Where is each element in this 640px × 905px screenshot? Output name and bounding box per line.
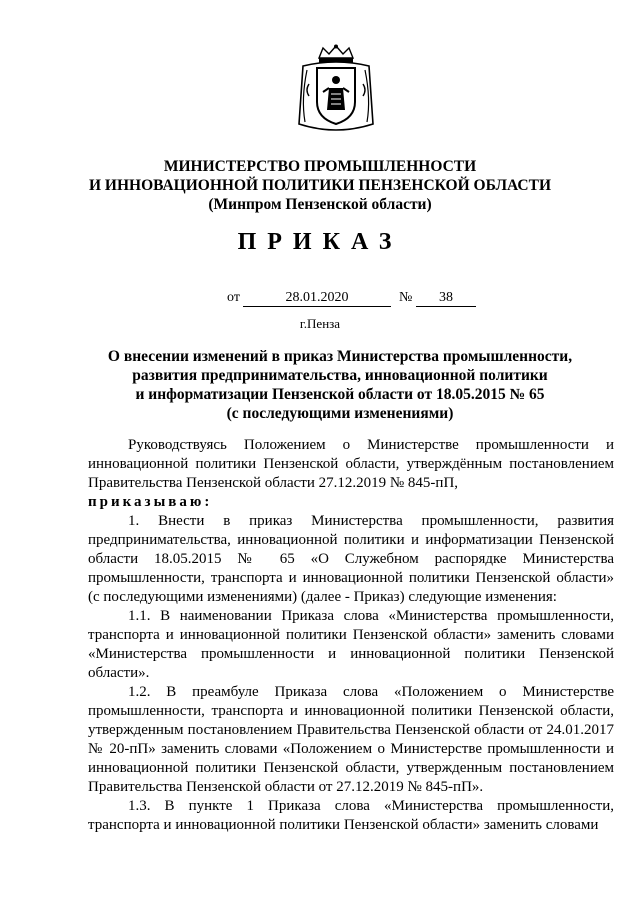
subject-line-3: и информатизации Пензенской области от 18.05.2015 № 65 xyxy=(135,386,545,403)
document-body xyxy=(88,436,614,835)
city-label: г.Пенза xyxy=(299,316,341,331)
document-subject xyxy=(80,347,600,423)
number-prefix: № xyxy=(399,290,413,305)
body-paragraph-item-1-1: 1.1. В наименовании Приказа слова «Министерства промышленности, транспорта и инновационной политики Пензенской области» заменить словами «Министерства промышленности и инновационной политики Пензенской области». xyxy=(88,608,614,681)
ministry-name-line-2: И ИННОВАЦИОННОЙ ПОЛИТИКИ ПЕНЗЕНСКОЙ ОБЛАСТИ xyxy=(88,177,552,194)
ministry-name-line-1: МИНИСТЕРСТВО ПРОМЫШЛЕННОСТИ xyxy=(163,158,477,175)
document-date: 28.01.2020 xyxy=(243,290,391,307)
document-number: 38 xyxy=(416,290,476,307)
body-paragraph-preamble: Руководствуясь Положением о Министерстве промышленности и инновационной политики Пензенской области, утверждённым постановлением Правительства Пензенской области 27.12.2019 № 845-пП, xyxy=(88,437,614,491)
coat-of-arms-emblem xyxy=(293,44,379,134)
body-paragraph-item-1: 1. Внести в приказ Министерства промышленности, развития предпринимательства, инновационной политики и информатизации Пензенской области 18.05.2015 № 65 «О Служебном распорядке Министерства промышленности, транспорта и инновационной политики Пензенской области» (с последующими изменениями) (далее - Приказ) следующие изменения: xyxy=(88,513,614,605)
date-prefix: от xyxy=(227,290,240,305)
body-paragraph-item-1-3: 1.3. В пункте 1 Приказа слова «Министерства промышленности, транспорта и инновационной политики Пензенской области» заменить словами xyxy=(88,798,614,833)
order-word: приказываю: xyxy=(88,494,213,510)
document-type-title: ПРИКАЗ xyxy=(237,229,403,255)
subject-line-4: (с последующими изменениями) xyxy=(226,405,454,422)
subject-line-2: развития предпринимательства, инновационной политики xyxy=(132,367,548,384)
subject-line-1: О внесении изменений в приказ Министерства промышленности, xyxy=(107,348,573,365)
ministry-short-name: (Минпром Пензенской области) xyxy=(208,196,432,213)
body-paragraph-item-1-2: 1.2. В преамбуле Приказа слова «Положением о Министерстве промышленности, транспорта и инновационной политики Пензенской области, утвержденным постановлением Правительства Пензенской области от 24.01.2017 № 20-пП» заменить словами «Положением о Министерстве промышленности и инновационной политики Пензенской области, утвержденным постановлением Правительства Пензенской области от 27.12.2019 № 845-пП». xyxy=(88,684,614,795)
